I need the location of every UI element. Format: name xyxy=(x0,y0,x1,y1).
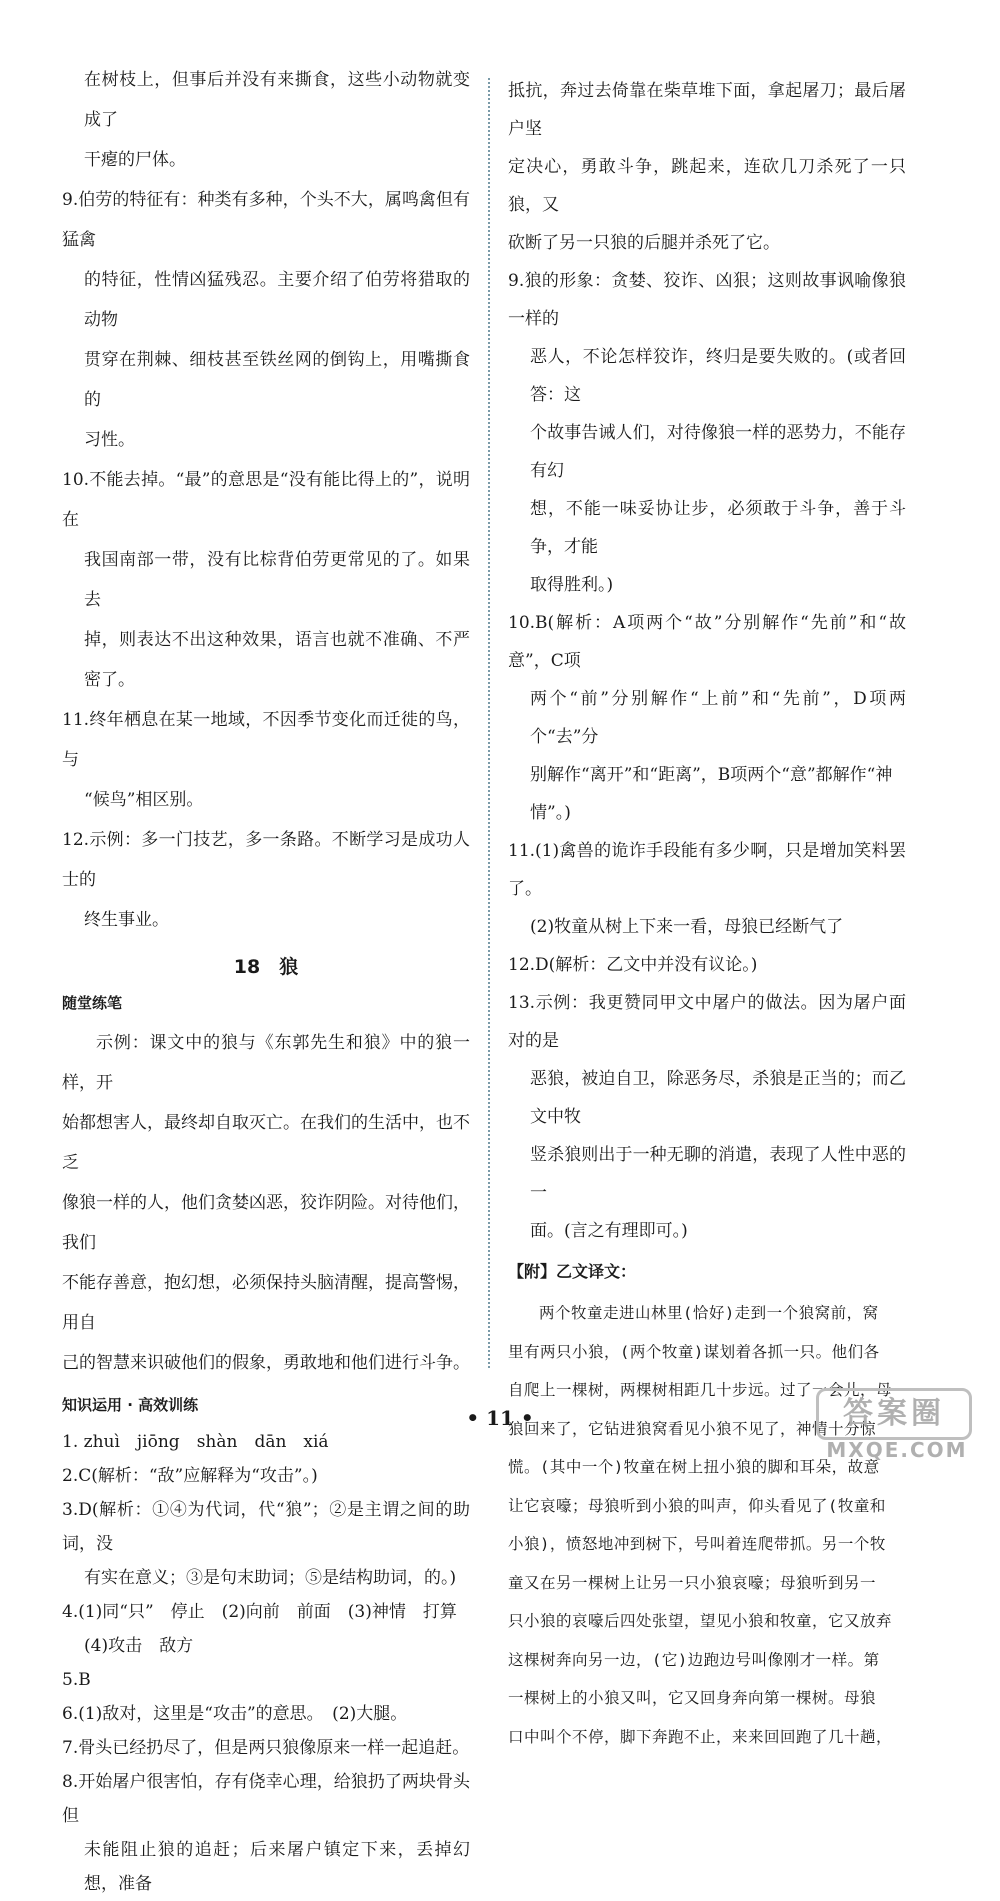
text-line: 己的智慧来识破他们的假象，勇敢地和他们进行斗争。 xyxy=(62,1353,470,1373)
translation-text xyxy=(508,1294,906,1756)
watermark-url: MXQE.COM xyxy=(826,1438,968,1462)
answer-1: 1. zhuì jiōng shàn dān xiá xyxy=(62,1432,329,1452)
text-line: 让它哀嚎；母狼听到小狼的叫声，仰头看见了(牧童和 xyxy=(508,1496,886,1515)
watermark-text: 答案圈 xyxy=(816,1388,972,1440)
text-line: 口中叫个不停，脚下奔跑不止，来来回回跑了几十趟， xyxy=(508,1727,893,1746)
text-line: 童又在另一棵树上让另一只小狼哀嚎；母狼听到另一 xyxy=(508,1573,877,1592)
text-line: 自爬上一棵树，两棵树相距几十步远。过了一会儿，母 xyxy=(508,1381,893,1399)
text-line: 别解作“离开”和“距离”，B项两个“意”都解作“神 xyxy=(530,765,893,785)
text-line: 9.狼的形象：贪婪、狡诈、凶狠；这则故事讽喻像狼一样的 xyxy=(508,271,906,329)
text-line: 示例：课文中的狼与《东郭先生和狼》中的狼一样，开 xyxy=(62,1033,470,1093)
answer-2: 2.C(解析：“敌”应解释为“攻击”。) xyxy=(62,1466,318,1486)
text-line: 12.示例：多一门技艺，多一条路。不断学习是成功人士的 xyxy=(62,830,470,890)
text-line: 9.伯劳的特征有：种类有多种，个头不大，属鸣禽但有猛禽 xyxy=(62,190,470,250)
text-line: 有实在意义；③是句末助词；⑤是结构助词，的。) xyxy=(84,1568,457,1588)
text-line: 取得胜利。) xyxy=(530,575,614,595)
text-line: 4.(1)同“只” 停止 (2)向前 前面 (3)神情 打算 xyxy=(62,1602,457,1622)
answer-11-right xyxy=(508,832,906,946)
text-line: “候鸟”相区别。 xyxy=(84,790,204,810)
text-line: 不能存善意，抱幻想，必须保持头脑清醒，提高警惕，用自 xyxy=(62,1273,470,1333)
text-line: 恶狼，被迫自卫，除恶务尽，杀狼是正当的；而乙文中牧 xyxy=(530,1069,906,1127)
left-column xyxy=(62,60,470,1901)
text-line: 终生事业。 xyxy=(84,910,169,930)
page-number: • 11 • xyxy=(466,1406,534,1430)
watermark-logo xyxy=(822,1388,972,1460)
answer-9-right xyxy=(508,262,906,604)
answer-13-right xyxy=(508,984,906,1250)
text-line: 两个“前”分别解作“上前”和“先前”，D项两个“去”分 xyxy=(530,689,906,747)
text-line: 11.(1)禽兽的诡诈手段能有多少啊，只是增加笑料罢了。 xyxy=(508,841,906,899)
answer-10 xyxy=(62,460,470,700)
text-line: 个故事告诫人们，对待像狼一样的恶势力，不能存有幻 xyxy=(530,423,906,481)
answer-6: 6.(1)敌对，这里是“攻击”的意思。 (2)大腿。 xyxy=(62,1704,408,1724)
text-line: 里有两只小狼，(两个牧童)谋划着各抓一只。他们各 xyxy=(508,1342,880,1361)
answer-12 xyxy=(62,820,470,940)
text-line: 始都想害人，最终却自取灭亡。在我们的生活中，也不乏 xyxy=(62,1113,470,1173)
text-line: 慌。(其中一个)牧童在树上扭小狼的脚和耳朵，故意 xyxy=(508,1458,880,1476)
text-line: 贯穿在荆棘、细枝甚至铁丝网的倒钩上，用嘴撕食的 xyxy=(84,350,470,410)
answer-11 xyxy=(62,700,470,820)
answer-8 xyxy=(62,1765,470,1901)
text-line: 情”。) xyxy=(530,803,571,823)
answer-3 xyxy=(62,1493,470,1595)
text-line: 干瘪的尸体。 xyxy=(84,150,186,170)
text-line: 一棵树上的小狼又叫，它又回身奔向第一棵树。母狼 xyxy=(508,1689,877,1707)
text-line: 8.开始屠户很害怕，存有侥幸心理，给狼扔了两块骨头但 xyxy=(62,1772,470,1826)
text-line: (4)攻击 敌方 xyxy=(84,1636,194,1656)
text-line: 想，不能一味妥协让步，必须敢于斗争，善于斗争，才能 xyxy=(530,499,906,557)
text-line: 3.D(解析：①④为代词，代“狼”；②是主谓之间的助词，没 xyxy=(62,1500,470,1554)
answer-5: 5.B xyxy=(62,1670,91,1690)
text-line: 11.终年栖息在某一地域，不因季节变化而迁徙的鸟，与 xyxy=(62,710,470,770)
text-line: 掉，则表达不出这种效果，语言也就不准确、不严密了。 xyxy=(84,630,470,690)
text-line: 恶人，不论怎样狡诈，终归是要失败的。(或者回答：这 xyxy=(530,347,906,405)
continuation-right xyxy=(508,72,906,262)
text-line: 像狼一样的人，他们贪婪凶恶，狡诈阴险。对待他们，我们 xyxy=(62,1193,470,1253)
text-line: 定决心，勇敢斗争，跳起来，连砍几刀杀死了一只狼，又 xyxy=(508,157,906,215)
text-line: 砍断了另一只狼的后腿并杀死了它。 xyxy=(508,233,780,253)
lesson-title: 18 狼 xyxy=(233,956,299,978)
answer-9 xyxy=(62,180,470,460)
text-line: 只小狼的哀嚎后四处张望，望见小狼和牧童，它又放弃 xyxy=(508,1612,893,1630)
text-line: 抵抗，奔过去倚靠在柴草堆下面，拿起屠刀；最后屠户坚 xyxy=(508,81,906,139)
text-line: 13.示例：我更赞同甲文中屠户的做法。因为屠户面对的是 xyxy=(508,993,906,1051)
continuation-left xyxy=(62,60,470,180)
section-heading: 随堂练笔 xyxy=(62,994,123,1012)
practice-paragraph xyxy=(62,1023,470,1383)
answer-12-right: 12.D(解析：乙文中并没有议论。) xyxy=(508,955,758,975)
column-divider xyxy=(488,78,490,1368)
text-line: (2)牧童从树上下来一看，母狼已经断气了 xyxy=(530,917,844,937)
right-column xyxy=(508,72,906,1756)
text-line: 我国南部一带，没有比棕背伯劳更常见的了。如果去 xyxy=(84,550,470,610)
text-line: 竖杀狼则出于一种无聊的消遣，表现了人性中恶的一 xyxy=(530,1145,906,1203)
text-line: 面。(言之有理即可。) xyxy=(530,1221,688,1241)
appendix-heading: 【附】乙文译文： xyxy=(508,1262,637,1281)
text-line: 小狼)，愤怒地冲到树下，号叫着连爬带抓。另一个牧 xyxy=(508,1535,886,1553)
text-line: 10.B(解析：A项两个“故”分别解作“先前”和“故意”，C项 xyxy=(508,613,906,671)
text-line: 狼回来了，它钻进狼窝看见小狼不见了，神情十分惊 xyxy=(508,1419,877,1438)
text-line: 两个牧童走进山林里(恰好)走到一个狼窝前，窝 xyxy=(539,1304,879,1322)
text-line: 的特征，性情凶猛残忍。主要介绍了伯劳将猎取的动物 xyxy=(84,270,470,330)
text-line: 未能阻止狼的追赶；后来屠户镇定下来，丢掉幻想，准备 xyxy=(84,1840,470,1894)
answer-7: 7.骨头已经扔尽了，但是两只狼像原来一样一起追赶。 xyxy=(62,1738,470,1758)
text-line: 在树枝上，但事后并没有来撕食，这些小动物就变成了 xyxy=(84,70,470,130)
answer-10-right xyxy=(508,604,906,832)
answer-4 xyxy=(62,1595,470,1663)
section-heading: 知识运用 · 高效训练 xyxy=(62,1396,199,1414)
text-line: 10.不能去掉。“最”的意思是“没有能比得上的”，说明在 xyxy=(62,470,470,530)
text-line: 这棵树奔向另一边，(它)边跑边号叫像刚才一样。第 xyxy=(508,1650,880,1669)
text-line: 习性。 xyxy=(84,430,135,450)
